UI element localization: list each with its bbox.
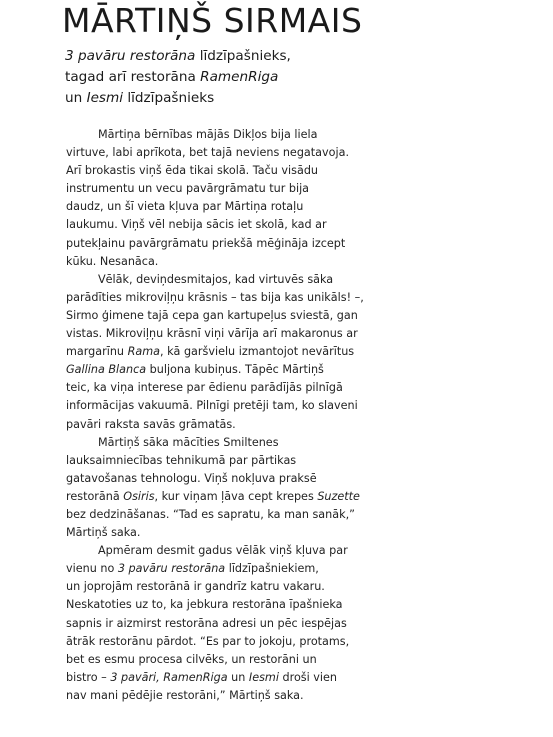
body-text: , kā garšvielu izmantojot nevārītus bbox=[159, 345, 355, 359]
subtitle bbox=[65, 46, 385, 109]
body-line: daudz, un šī vieta kļuva par Mārtiņa rotaļu bbox=[66, 200, 304, 214]
body-text: restorānā bbox=[66, 489, 124, 503]
body-line: gatavošanas tehnologu. Viņš nokļuva praksē bbox=[66, 471, 317, 485]
body-text: droši vien bbox=[278, 670, 338, 684]
subtitle-line-2 bbox=[65, 67, 385, 88]
body-line: informācijas vakuumā. Pilnīgi pretēji tam, ko slaveni bbox=[66, 399, 358, 413]
body-line: teic, ka viņa interese par ēdienu parādījās pilnīgā bbox=[66, 381, 343, 395]
body-text: vienu no bbox=[66, 562, 118, 576]
article-body bbox=[66, 126, 406, 705]
body-line: vistas. Mikroviļņu krāsnī viņi vārīja arī makaronus ar bbox=[66, 327, 358, 341]
restaurant-name: 3 pavāru restorāna bbox=[117, 562, 226, 576]
restaurant-name: Osiris bbox=[123, 489, 155, 503]
body-text: līdzīpašniekiem, bbox=[225, 562, 319, 576]
body-line: instrumentu un vecu pavārgrāmatu tur bija bbox=[66, 182, 310, 196]
body-line: kūku. Nesanāca. bbox=[66, 254, 159, 268]
body-line: nav mani pēdējie restorāni,” Mārtiņš saka. bbox=[66, 688, 304, 702]
body-text: bistro – bbox=[66, 670, 111, 684]
body-line: laukumu. Viņš vēl nebija sācis iet skolā, kad ar bbox=[66, 218, 327, 232]
body-line: sapnis ir aizmirst restorāna adresi un pēc iespējas bbox=[66, 616, 347, 630]
restaurant-name: 3 pavāri, RamenRiga bbox=[110, 670, 228, 684]
body-line bbox=[66, 560, 406, 578]
body-line: virtuve, labi aprīkota, bet tajā neviens negatavoja. bbox=[66, 146, 350, 160]
restaurant-name: Iesmi bbox=[248, 670, 279, 684]
brand-name: Rama bbox=[127, 345, 160, 359]
body-line: Arī brokastis viņš ēda tikai skolā. Taču visādu bbox=[66, 164, 319, 178]
body-text: buljona kubiņus. Tāpēc Mārtiņš bbox=[146, 363, 324, 377]
page-title: MĀRTIŅŠ SIRMAIS bbox=[62, 1, 363, 40]
body-line: pavāri raksta savās grāmatās. bbox=[66, 417, 236, 431]
body-line bbox=[66, 669, 406, 687]
subtitle-line-1 bbox=[65, 46, 385, 67]
subtitle-text: un bbox=[65, 90, 87, 106]
dish-name: Suzette bbox=[317, 489, 360, 503]
body-line: Neskatoties uz to, ka jebkura restorāna īpašnieka bbox=[66, 598, 343, 612]
body-line: bet es esmu procesa cilvēks, un restorāni un bbox=[66, 652, 317, 666]
body-line: Mārtiņš saka. bbox=[66, 526, 141, 540]
body-line: Apmēram desmit gadus vēlāk viņš kļuva par bbox=[98, 544, 348, 558]
body-line bbox=[66, 343, 406, 361]
subtitle-line-3 bbox=[65, 88, 385, 109]
body-line: parādīties mikroviļņu krāsnis – tas bija kas unikāls! –, bbox=[66, 290, 364, 304]
body-line: Mārtiņš sāka mācīties Smiltenes bbox=[98, 435, 279, 449]
subtitle-text: tagad arī restorāna bbox=[65, 69, 201, 85]
subtitle-italic: RamenRiga bbox=[200, 69, 279, 85]
subtitle-italic: 3 pavāru restorāna bbox=[65, 48, 196, 64]
body-line: bez dedzināšanas. “Tad es sapratu, ka man sanāk,” bbox=[66, 507, 355, 521]
body-line: putekļainu pavārgrāmatu priekšā mēģināja izcept bbox=[66, 236, 346, 250]
body-text: un bbox=[227, 670, 249, 684]
body-text: , kur viņam ļāva cept krepes bbox=[154, 489, 318, 503]
body-line: Sirmo ģimene tajā cepa gan kartupeļus sviestā, gan bbox=[66, 308, 358, 322]
body-line: Vēlāk, deviņdesmitajos, kad virtuvēs sāka bbox=[98, 272, 334, 286]
body-line bbox=[66, 488, 406, 506]
body-line: lauksaimniecības tehnikumā par pārtikas bbox=[66, 453, 297, 467]
body-line: un joprojām restorānā ir gandrīz katru vakaru. bbox=[66, 580, 325, 594]
subtitle-italic: Iesmi bbox=[86, 90, 124, 106]
body-line bbox=[66, 361, 406, 379]
subtitle-text: līdzīpašnieks bbox=[123, 90, 215, 106]
subtitle-text: līdzīpašnieks, bbox=[195, 48, 291, 64]
body-line: ātrāk restorānu pārdot. “Es par to jokoju, protams, bbox=[66, 634, 350, 648]
brand-name: Gallina Blanca bbox=[66, 363, 147, 377]
body-line: Mārtiņa bērnības mājās Dikļos bija liela bbox=[98, 128, 318, 141]
body-text: margarīnu bbox=[66, 345, 128, 359]
